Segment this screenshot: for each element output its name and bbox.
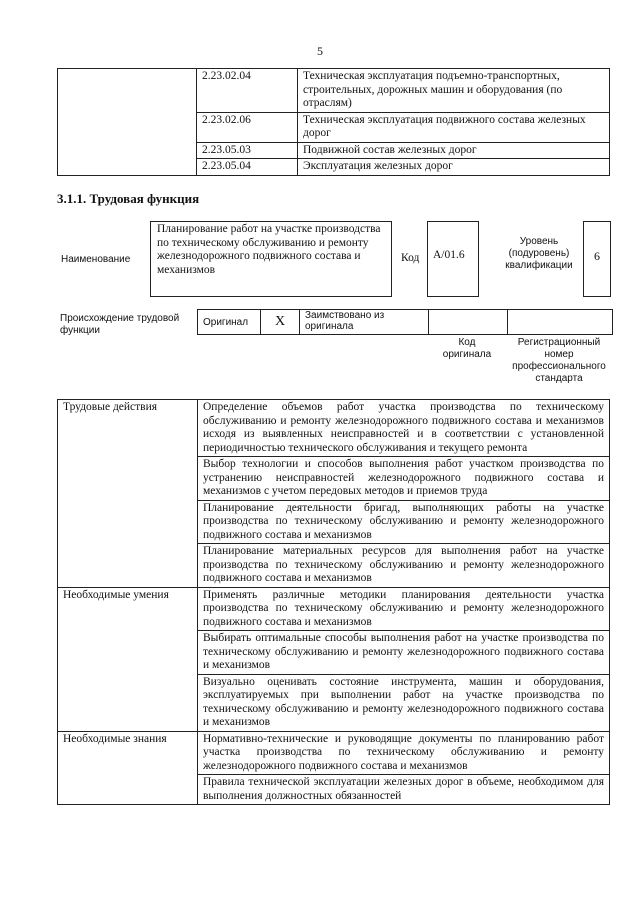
function-name-value: Планирование работ на участке производства по техническому обслуживанию и ремонту железнодорожного подвижного состава и механизмов: [150, 221, 392, 297]
borrowed-label: Заимствовано из оригинала: [300, 310, 429, 335]
original-mark: X: [261, 310, 300, 335]
level-value: 6: [583, 221, 611, 297]
page-number: 5: [317, 44, 323, 58]
origin-table: [197, 309, 613, 335]
empty-cell: [58, 69, 197, 176]
table-row: [58, 400, 610, 457]
table-row: [198, 310, 613, 335]
labor-function-table: [57, 399, 610, 805]
code-original-caption: Код оригинала: [442, 337, 492, 360]
item-cell: Нормативно-технические и руководящие документы по планированию работ участка производства по техническому обслуживанию и ремонту железнодорожного подвижного состава и механизмов: [198, 731, 610, 775]
item-cell: Определение объемов работ участка производства по техническому обслуживанию и ремонту железнодорожного подвижного состава и механизмов исходя из выявленных неисправностей и в соответствии с установленной периодичностью технического обслуживания и текущего ремонта: [198, 400, 610, 457]
origin-label: Происхождение трудовой функции: [60, 313, 180, 336]
category-cell: Необходимые умения: [58, 587, 198, 731]
registration-number-cell: [508, 310, 613, 335]
item-cell: Выбор технологии и способов выполнения работ участком производства по устранению неисправностей железнодорожного подвижного состава и механизмов с учетом передовых методов и приемов труда: [198, 457, 610, 501]
item-cell: Планирование материальных ресурсов для выполнения работ на участке производства по техническому обслуживанию и ремонту железнодорожного подвижного состава и механизмов: [198, 544, 610, 588]
code-cell: 2.23.05.04: [197, 159, 298, 176]
registration-caption: Регистрационный номер профессионального стандарта: [512, 337, 606, 384]
original-code-cell: [429, 310, 508, 335]
name-cell: Подвижной состав железных дорог: [298, 142, 610, 159]
code-cell: 2.23.05.03: [197, 142, 298, 159]
code-label: Код: [401, 252, 420, 264]
item-cell: Планирование деятельности бригад, выполняющих работы на участке производства по техническому обслуживанию и ремонту железнодорожного подвижного состава и механизмов: [198, 500, 610, 544]
code-cell: 2.23.02.06: [197, 112, 298, 142]
section-title: 3.1.1. Трудовая функция: [57, 191, 200, 206]
table-row: [58, 587, 610, 631]
item-cell: Правила технической эксплуатации железных дорог в объеме, необходимом для выполнения должностных обязанностей: [198, 775, 610, 805]
code-cell: 2.23.02.04: [197, 69, 298, 113]
table-row: [58, 69, 610, 113]
item-cell: Применять различные методики планирования деятельности участка производства по техническому обслуживанию и ремонту железнодорожного подвижного состава и механизмов: [198, 587, 610, 631]
education-codes-table: [57, 68, 610, 176]
name-cell: Техническая эксплуатация подъемно-транспортных, строительных, дорожных машин и оборудования (по отраслям): [298, 69, 610, 113]
item-cell: Визуально оценивать состояние инструмента, машин и оборудования, эксплуатируемых при выполнении работ на участке производства по техническому обслуживанию и ремонту железнодорожного подвижного состава и механизмов: [198, 674, 610, 731]
item-cell: Выбирать оптимальные способы выполнения работ на участке производства по техническому обслуживанию и ремонту железнодорожного подвижного состава и механизмов: [198, 631, 610, 675]
function-code-value: А/01.6: [427, 221, 479, 297]
naming-label: Наименование: [61, 254, 131, 265]
category-cell: Трудовые действия: [58, 400, 198, 588]
original-label: Оригинал: [198, 310, 261, 335]
table-row: [58, 731, 610, 775]
category-cell: Необходимые знания: [58, 731, 198, 805]
level-label: Уровень (подуровень) квалификации: [505, 236, 573, 271]
name-cell: Техническая эксплуатация подвижного состава железных дорог: [298, 112, 610, 142]
name-cell: Эксплуатация железных дорог: [298, 159, 610, 176]
